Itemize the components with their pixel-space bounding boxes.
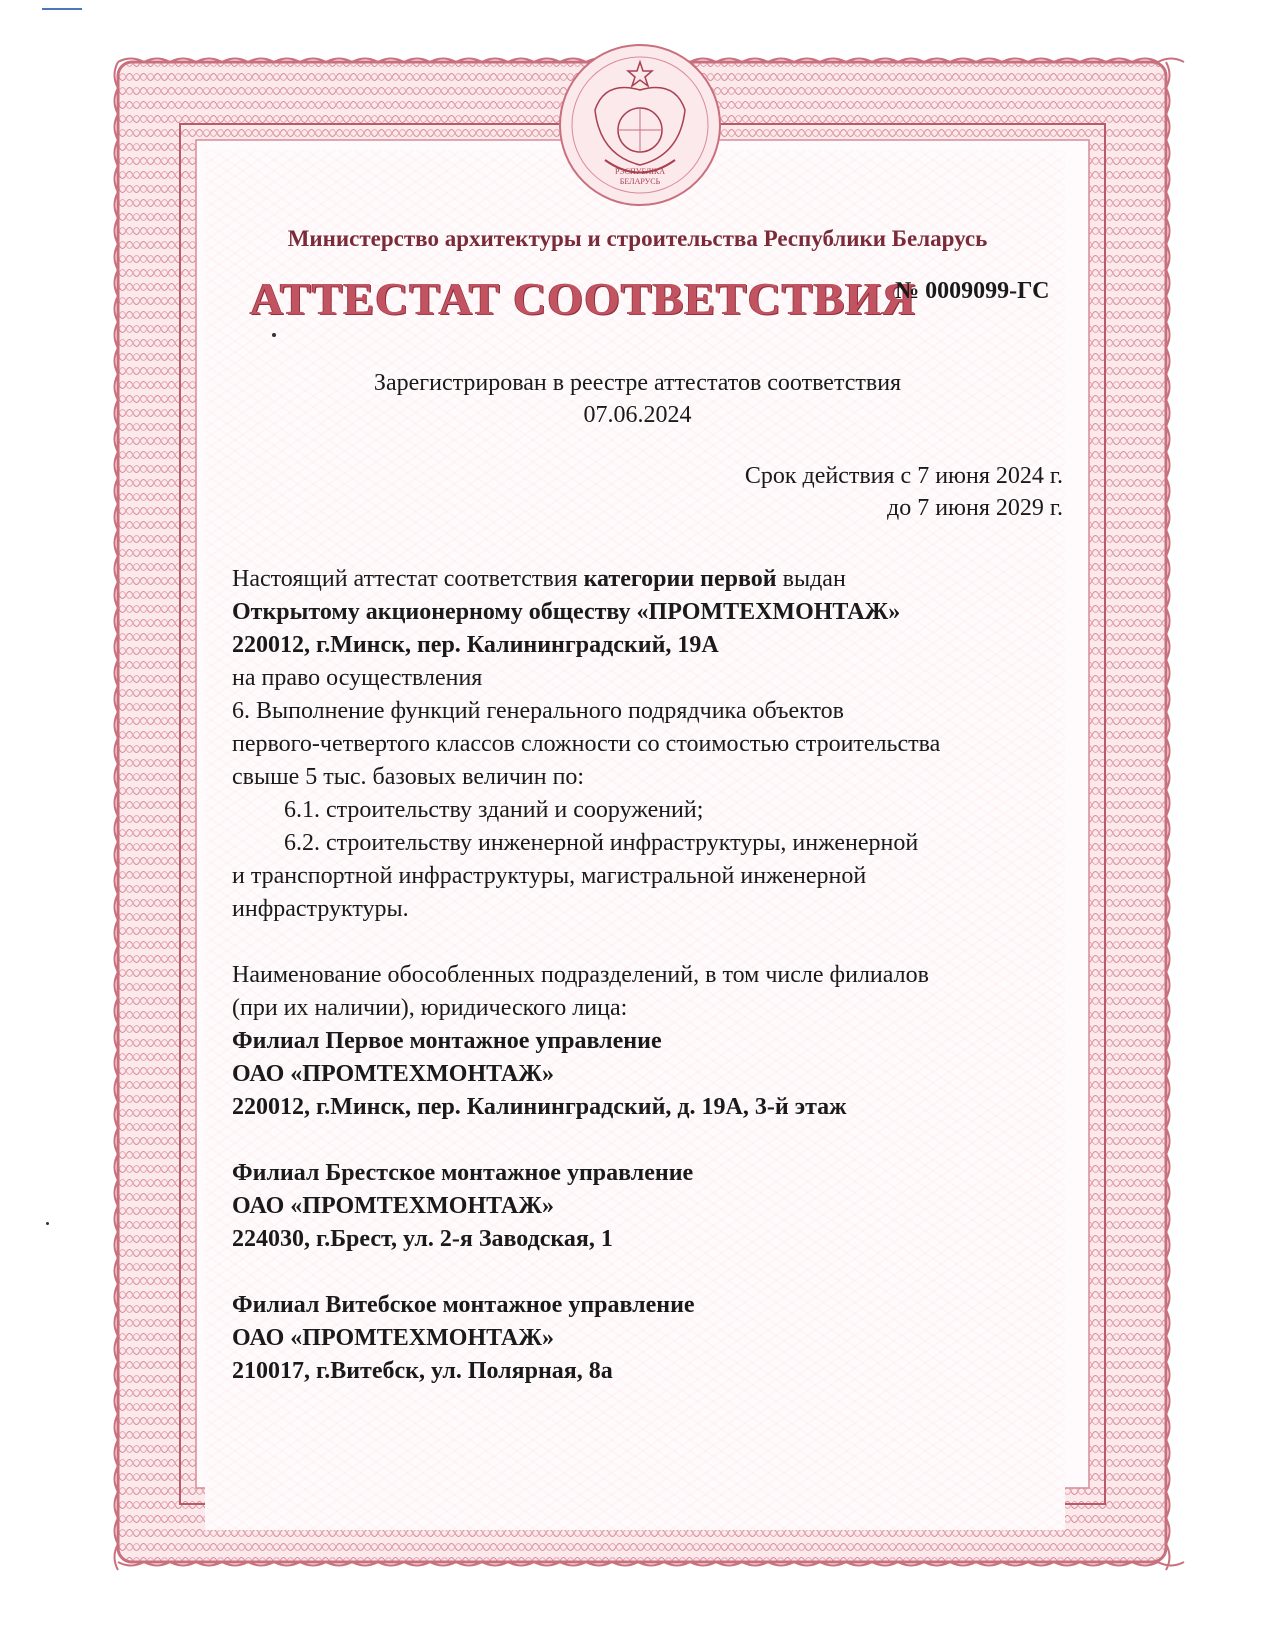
branch-address: 210017, г.Витебск, ул. Полярная, 8а (232, 1358, 613, 1384)
issued-line (232, 563, 1092, 596)
branch-entry (232, 1289, 1092, 1388)
issued-prefix: Настоящий аттестат соответствия (232, 566, 584, 592)
scope-line: свыше 5 тыс. базовых величин по: (232, 764, 585, 790)
ink-speck (46, 1222, 49, 1225)
document-title: АТТЕСТАТ СООТВЕТСТВИЯ (250, 273, 917, 324)
registration-line: Зарегистрирован в реестре аттестатов соответствия (373, 370, 902, 396)
belarus-coat-of-arms-icon (555, 40, 725, 210)
scope-item-6-1: 6.1. строительству зданий и сооружений; (284, 797, 704, 823)
emblem-ribbon-text-1: РЭСПУБЛІКА (614, 167, 666, 176)
scope-item-6-2: 6.2. строительству инженерной инфраструктуры, инженерной (284, 830, 919, 856)
right-intro: на право осуществления (232, 665, 483, 691)
registration-date: 07.06.2024 (583, 402, 692, 428)
scope-line: первого-четвертого классов сложности со стоимостью строительства (232, 731, 941, 757)
issued-address: 220012, г.Минск, пер. Калининградский, 19А (232, 632, 719, 658)
branch-name: Филиал Брестское монтажное управление (232, 1160, 694, 1186)
branch-org: ОАО «ПРОМТЕХМОНТАЖ» (232, 1193, 554, 1219)
branch-entry (232, 1157, 1092, 1256)
scope-item-6-2-cont: инфраструктуры. (232, 896, 409, 922)
branch-name: Филиал Первое монтажное управление (232, 1028, 662, 1054)
branch-address: 220012, г.Минск, пер. Калининградский, д. 19А, 3-й этаж (232, 1094, 847, 1120)
ministry-heading: Министерство архитектуры и строительства Республики Беларусь (287, 226, 988, 251)
branch-org: ОАО «ПРОМТЕХМОНТАЖ» (232, 1325, 554, 1351)
certificate-number: № 0009099-ГС (895, 278, 1050, 304)
registration-block (0, 367, 1275, 431)
emblem-ribbon-text-2: БЕЛАРУСЬ (619, 177, 661, 186)
certificate-body (232, 563, 1092, 1388)
ink-speck (272, 333, 276, 337)
issued-suffix: выдан (776, 566, 846, 592)
validity-block (745, 460, 1063, 524)
issued-organization: Открытому акционерному обществу «ПРОМТЕХМОНТАЖ» (232, 599, 901, 625)
issued-category: категории первой (583, 566, 777, 592)
validity-to: до 7 июня 2029 г. (886, 495, 1063, 521)
branch-address: 224030, г.Брест, ул. 2-я Заводская, 1 (232, 1226, 613, 1252)
branches-intro: Наименование обособленных подразделений, в том числе филиалов (232, 962, 929, 988)
branches-intro: (при их наличии), юридического лица: (232, 995, 628, 1021)
branch-name: Филиал Витебское монтажное управление (232, 1292, 695, 1318)
branch-org: ОАО «ПРОМТЕХМОНТАЖ» (232, 1061, 554, 1087)
scope-item-6-2-cont: и транспортной инфраструктуры, магистральной инженерной (232, 863, 867, 889)
branch-entry (232, 1025, 1092, 1124)
scope-line: 6. Выполнение функций генерального подрядчика объектов (232, 698, 845, 724)
validity-from: Срок действия с 7 июня 2024 г. (744, 463, 1063, 489)
